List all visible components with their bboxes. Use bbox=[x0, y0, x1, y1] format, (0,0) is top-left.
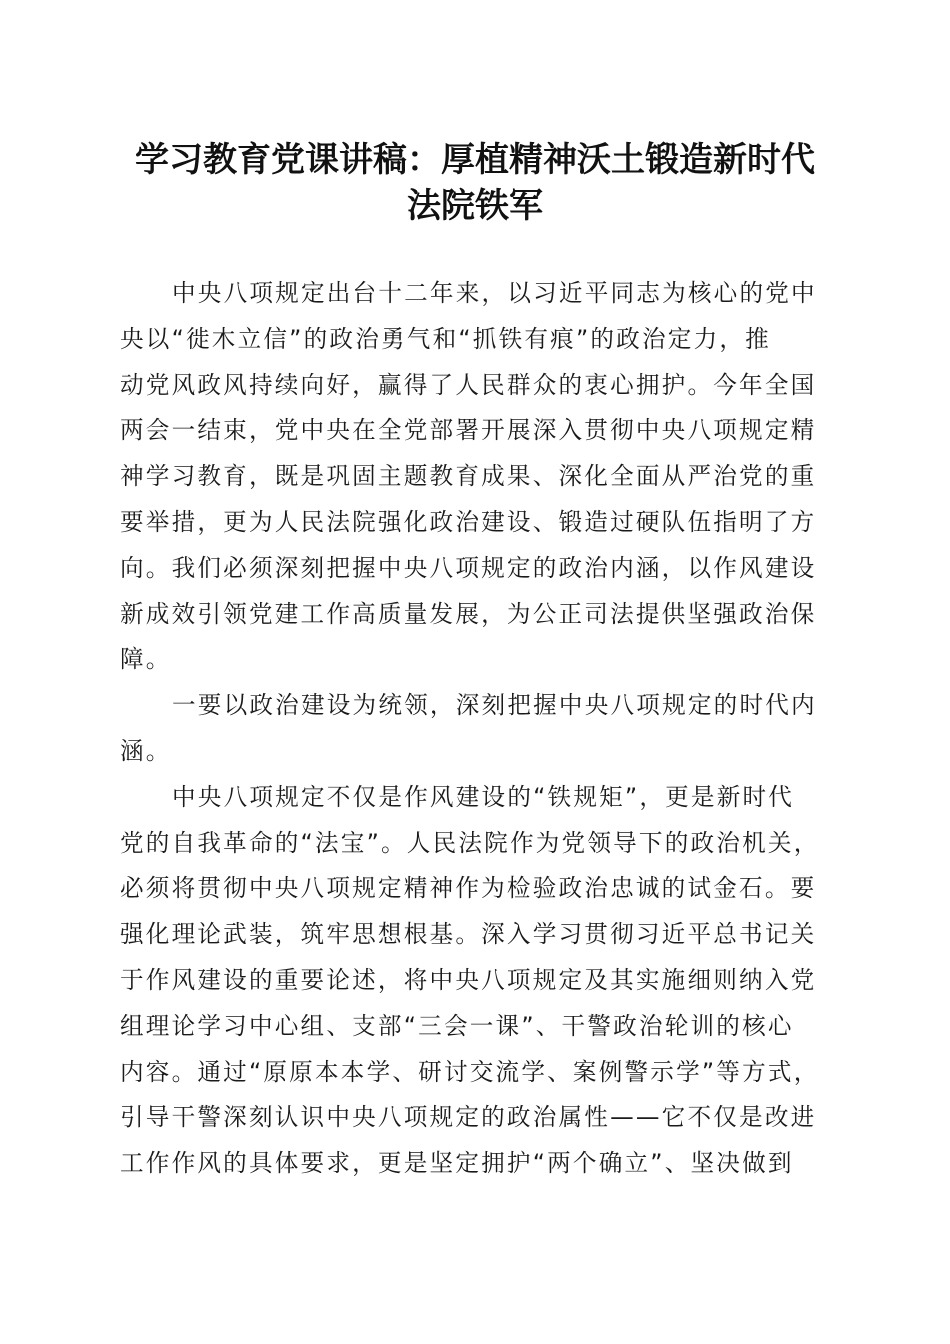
paragraph-line: 工作作风的具体要求，更是坚定拥护“两个确立”、坚决做到 bbox=[120, 1149, 794, 1178]
title-line-2: 法院铁军 bbox=[407, 186, 543, 226]
paragraph-line: 引导干警深刻认识中央八项规定的政治属性——它不仅是改进 bbox=[120, 1103, 817, 1132]
paragraph-line: 向。我们必须深刻把握中央八项规定的政治内涵，以作风建设 bbox=[120, 553, 817, 582]
paragraph-line: 中央八项规定不仅是作风建设的“铁规矩”，更是新时代 bbox=[172, 782, 795, 811]
paragraph-line: 神学习教育，既是巩固主题教育成果、深化全面从严治党的重 bbox=[120, 462, 817, 491]
paragraph-line: 内容。通过“原原本本学、研讨交流学、案例警示学”等方式， bbox=[120, 1057, 820, 1086]
paragraph-intro bbox=[120, 271, 835, 683]
paragraph-line: 动党风政风持续向好，赢得了人民群众的衷心拥护。今年全国 bbox=[120, 370, 817, 399]
paragraph-line: 必须将贯彻中央八项规定精神作为检验政治忠诚的试金石。要 bbox=[120, 874, 817, 903]
paragraph-section-1 bbox=[120, 775, 835, 1187]
paragraph-line: 新成效引领党建工作高质量发展，为公正司法提供坚强政治保 bbox=[120, 599, 817, 628]
document-body bbox=[120, 271, 835, 1187]
paragraph-line: 涵。 bbox=[120, 736, 172, 765]
paragraph-line: 一要以政治建设为统领，深刻把握中央八项规定的时代内 bbox=[172, 691, 817, 720]
paragraph-line: 党的自我革命的“法宝”。人民法院作为党领导下的政治机关， bbox=[120, 828, 820, 857]
paragraph-line: 两会一结束，党中央在全党部署开展深入贯彻中央八项规定精 bbox=[120, 416, 817, 445]
paragraph-line: 组理论学习中心组、支部“三会一课”、干警政治轮训的核心 bbox=[120, 1011, 794, 1040]
paragraph-line: 要举措，更为人民法院强化政治建设、锻造过硬队伍指明了方 bbox=[120, 507, 817, 536]
paragraph-line: 强化理论武装，筑牢思想根基。深入学习贯彻习近平总书记关 bbox=[120, 920, 817, 949]
section-heading-1 bbox=[120, 683, 835, 775]
paragraph-line: 于作风建设的重要论述，将中央八项规定及其实施细则纳入党 bbox=[120, 965, 817, 994]
title-line-1: 学习教育党课讲稿：厚植精神沃土锻造新时代 bbox=[135, 140, 815, 180]
paragraph-line: 中央八项规定出台十二年来，以习近平同志为核心的党中 bbox=[172, 279, 817, 307]
paragraph-line: 障。 bbox=[120, 645, 172, 674]
paragraph-line: 央以“徙木立信”的政治勇气和“抓铁有痕”的政治定力，推 bbox=[120, 324, 771, 353]
document-title bbox=[100, 137, 850, 229]
